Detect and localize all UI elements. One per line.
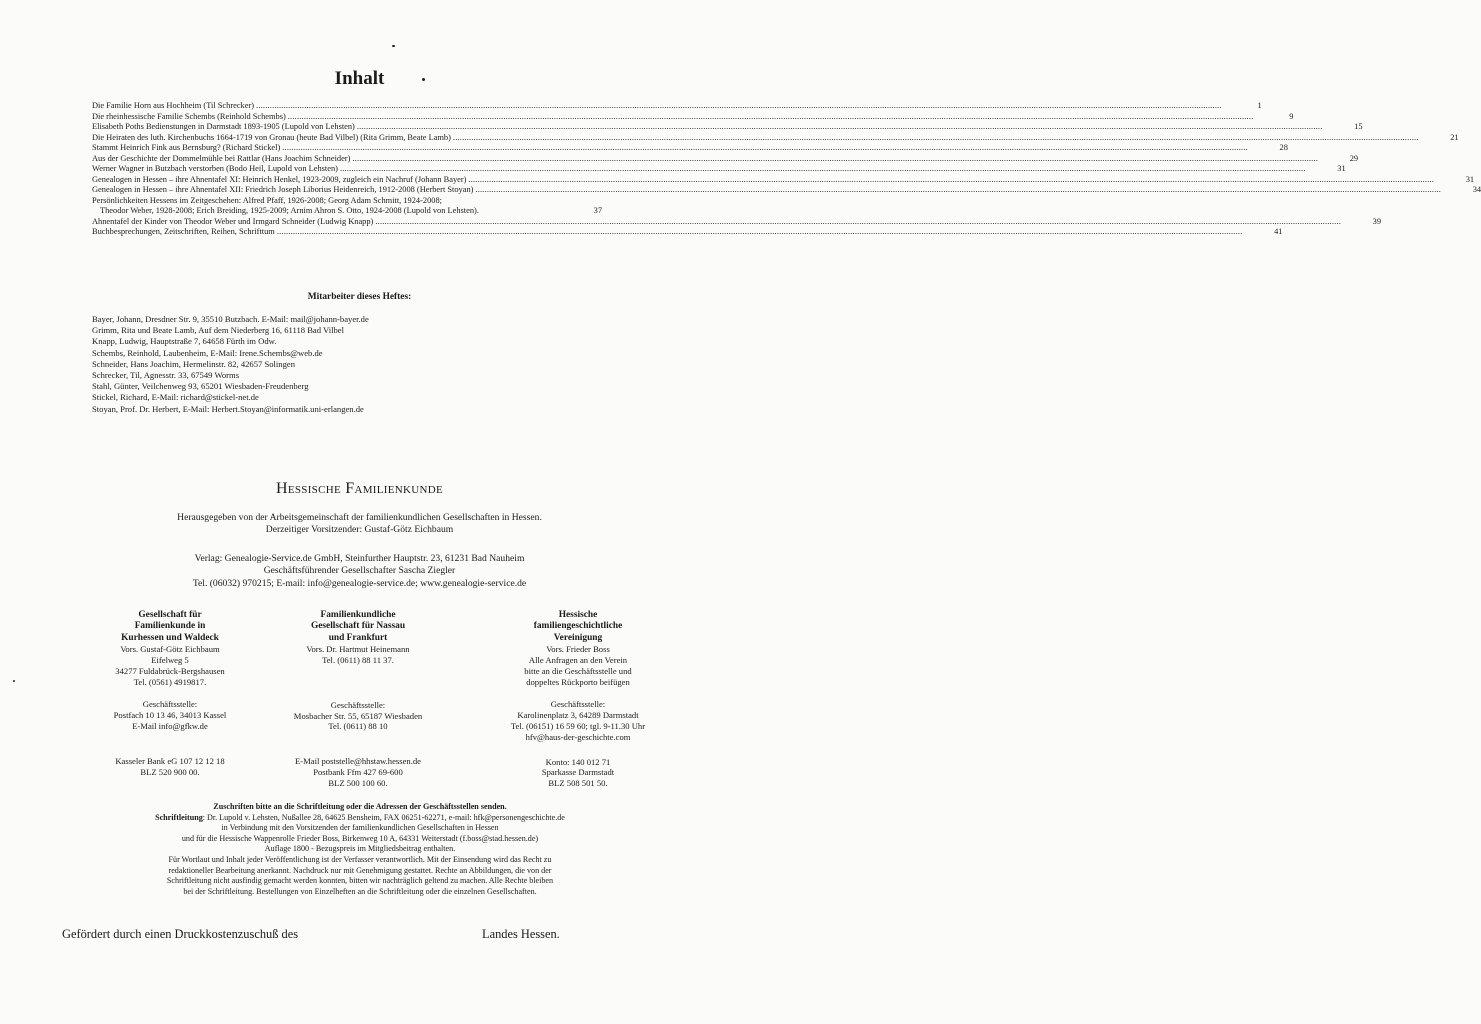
- toc-entry-continuation: Theodor Weber, 1928-2008; Erich Breiding, 1925-2009; Arnim Ahron S. Otto, 1924-2008 (Lupold von Lehsten).: [100, 206, 479, 215]
- society-name-line: Gesellschaft für Nassau: [310, 621, 406, 632]
- society-info-line: doppeltes Rückporto beifügen: [526, 676, 630, 687]
- society-info-line: bitte an die Geschäftsstelle und: [524, 665, 632, 676]
- toc-entry-title: Persönlichkeiten Hessens im Zeitgeschehen: Alfred Pfaff, 1926-2008; Georg Adam Schmitt, 1924-2008;: [92, 195, 442, 205]
- society-office-line: hfv@haus-der-geschichte.com: [525, 731, 631, 742]
- toc-leader-dots: [340, 164, 1306, 174]
- scan-speck: [13, 680, 15, 682]
- editorial-line: in Verbindung mit den Vorsitzenden der familienkundlichen Gesellschaften in Hessen: [221, 823, 499, 833]
- toc-entry: [92, 174, 1475, 186]
- society-bank-line: E-Mail poststelle@hhstaw.hessen.de: [295, 756, 421, 767]
- editorial-line: redaktioneller Bearbeitung anerkannt. Nachdruck nur mit Genehmigung gestattet. Rechte an Abbildungen, die von der: [168, 865, 552, 875]
- toc-entry: [92, 122, 1363, 133]
- toc-entry-page: 31: [1465, 174, 1475, 184]
- spacer: [468, 687, 688, 699]
- manager-line: Geschäftsführender Gesellschafter Sascha Ziegler: [263, 565, 456, 577]
- society-bank-line: Sparkasse Darmstadt: [541, 767, 615, 778]
- society-info-line: Eifelweg 5: [151, 655, 189, 666]
- society-bank-line: Postbank Ffm 427 69-600: [313, 767, 403, 777]
- funding-note: Gefördert durch einen Druckkostenzuschuß des: [62, 927, 299, 941]
- contributors-title: Mitarbeiter dieses Heftes:: [307, 292, 412, 302]
- society-info-line: Tel. (0561) 4919817.: [133, 676, 207, 687]
- society-name-line: Kurhessen und Waldeck: [121, 632, 219, 643]
- toc-entry-continuation-row: [92, 206, 602, 217]
- society-office-line: Tel. (0611) 88 10: [328, 721, 388, 732]
- society-name-line: Vereinigung: [553, 632, 603, 643]
- toc-leader-dots: [288, 112, 1254, 122]
- society-name-line: Familienkundliche: [320, 610, 396, 620]
- society-bank-line: Kasseler Bank eG 107 12 12 18: [115, 755, 225, 766]
- society-office-line: Tel. (06151) 16 59 60; tgl. 9-11.30 Uhr: [510, 721, 646, 731]
- toc-entry-title: Elisabeth Poths Bedienstungen in Darmstadt 1893-1905 (Lupold von Lehsten): [92, 122, 355, 131]
- toc-leader-dots: [375, 217, 1341, 227]
- editorial-heading: Zuschriften bitte an die Schriftleitung oder die Adressen der Geschäftsstellen senden.: [213, 802, 507, 811]
- toc-entry-page: 31: [1337, 164, 1346, 173]
- toc-leader-dots: [352, 154, 1318, 164]
- society-bank-line: Konto: 140 012 71: [545, 756, 611, 767]
- editorial-lines: [100, 823, 620, 897]
- chair-line: Derzeitiger Vorsitzender: Gustaf-Götz Eichbaum: [265, 524, 454, 535]
- scan-speck: [392, 45, 395, 47]
- society-name-line: familiengeschichtliche: [533, 621, 623, 632]
- contributor-entry: Stickel, Richard, E-Mail: richard@stickel-net.de: [92, 392, 259, 403]
- toc-entry: [92, 164, 1346, 175]
- society-office-line: Mosbacher Str. 55, 65187 Wiesbaden: [293, 710, 423, 721]
- toc-entry: [92, 143, 1288, 154]
- contributor-entry: Knapp, Ludwig, Hauptstraße 7, 64658 Fürth im Odw.: [92, 336, 277, 347]
- issuer-line: Herausgegeben von der Arbeitsgemeinschaft der familienkundlichen Gesellschaften in Hessen.: [177, 512, 542, 523]
- contributor-entry: Schrecker, Til, Agnesstr. 33, 67549 Worms: [92, 370, 240, 381]
- toc-entry-title: Aus der Geschichte der Dommelmühle bei Rattlar (Hans Joachim Schneider): [92, 153, 351, 163]
- contributors-list: [92, 314, 512, 415]
- editorial-line: bei der Schriftleitung. Bestellungen von Einzelheften an die Schriftleitung oder die einzelnen Gesellschaften.: [183, 886, 537, 896]
- editorial-line: Für Wortlaut und Inhalt jeder Veröffentlichung ist der Verfasser verantwortlich. Mit der Einsendung wird das Recht zu: [168, 854, 552, 864]
- toc-entry: [92, 185, 1481, 196]
- toc-entry-title: Buchbesprechungen, Zeitschriften, Reihen, Schrifttum: [92, 227, 275, 236]
- society-bank-line: BLZ 500 100 60.: [328, 777, 388, 788]
- society-office-line: Geschäftsstelle:: [142, 699, 198, 710]
- toc-entry-page: 39: [1372, 216, 1382, 226]
- toc-entry-page: 41: [1274, 227, 1283, 236]
- journal-title: [0, 480, 719, 498]
- society-office-line: Geschäftsstelle:: [550, 699, 606, 710]
- toc-entry: [92, 101, 1262, 112]
- society-name-line: Gesellschaft für: [138, 610, 202, 620]
- spacer: [248, 666, 468, 700]
- toc-entry-page: 21: [1450, 132, 1459, 142]
- toc-entry-title: Die rheinhessische Familie Schembs (Reinhold Schembs): [92, 111, 286, 121]
- society-info-line: Vors. Frieder Boss: [546, 644, 610, 655]
- contributor-entry: Grimm, Rita und Beate Lamb, Auf dem Niederberg 16, 61118 Bad Vilbel: [92, 325, 344, 336]
- spacer: [468, 743, 688, 757]
- toc-entry: [92, 132, 1459, 144]
- editorial-line: und für die Hessische Wappenrolle Frieder Boss, Birkenweg 10 A, 64331 Weiterstadt (f.boss@stad.hessen.de): [181, 833, 539, 843]
- society-column-kurhessen: [60, 610, 280, 777]
- society-info-line: Alle Anfragen an den Verein: [528, 655, 628, 666]
- toc-entry-page: 1: [1257, 101, 1262, 110]
- spacer: [60, 687, 280, 699]
- society-info-line: Vors. Dr. Hartmut Heinemann: [306, 644, 410, 655]
- toc-leader-dots: [277, 227, 1243, 237]
- society-column-nassau: [248, 610, 468, 789]
- society-office-line: E-Mail info@gfkw.de: [132, 721, 208, 731]
- editorial-label: Schriftleitung: [155, 812, 203, 822]
- editorial-block: [100, 802, 620, 897]
- society-bank-line: BLZ 508 501 50.: [548, 778, 608, 789]
- toc-entry-title: Werner Wagner in Butzbach verstorben (Bodo Heil, Lupold von Lehsten): [92, 164, 338, 173]
- toc-entry-title: Die Familie Horn aus Hochheim (Til Schrecker): [92, 101, 255, 110]
- toc-entry-title: Ahnentafel der Kinder von Theodor Weber und Irmgard Schneider (Ludwig Knapp): [92, 216, 374, 226]
- toc-leader-dots: [256, 101, 1222, 111]
- editorial-lead-line: [100, 813, 620, 824]
- contributor-entry: Bayer, Johann, Dresdner Str. 9, 35510 Butzbach. E-Mail: mail@johann-bayer.de: [92, 314, 369, 324]
- spacer: [60, 732, 280, 756]
- contributor-entry: Stahl, Günter, Veilchenweg 93, 65201 Wiesbaden-Freudenberg: [92, 381, 309, 392]
- editorial-lead: : Dr. Lupold v. Lehsten, Nußallee 28, 64625 Bensheim, FAX 06251-62271, e-mail: hfk@personengeschichte.de: [202, 812, 565, 822]
- toc-entry: [92, 111, 1294, 123]
- toc-entry-title: Stammt Heinrich Fink aus Bernsburg? (Richard Stickel): [92, 143, 281, 152]
- toc-entry: [92, 196, 602, 207]
- society-bank-line: BLZ 520 900 00.: [140, 766, 200, 777]
- society-office-line: Geschäftsstelle:: [330, 699, 386, 710]
- toc-entry-page: 28: [1279, 143, 1288, 152]
- toc-entry-page: 37: [593, 206, 602, 215]
- toc-title: Inhalt: [334, 68, 385, 89]
- toc-leader-dots: [468, 175, 1434, 185]
- society-name-line: Familienkunde in: [134, 621, 206, 632]
- toc-entry: [92, 153, 1359, 165]
- toc-leader-dots: [453, 133, 1419, 143]
- toc-entry-title: Genealogen in Hessen – ihre Ahnentafel XI: Heinrich Henkel, 1923-2009, zugleich ein Nachruf (Johann Bayer): [92, 174, 467, 184]
- toc-entry-title: Genealogen in Hessen – ihre Ahnentafel XII: Friedrich Joseph Liborius Heidenreich, 1912-2008 (Herbert Stoyan): [92, 185, 474, 194]
- society-column-hessische: [468, 610, 688, 789]
- society-office-line: Karolinenplatz 3, 64289 Darmstadt: [517, 710, 639, 721]
- society-office-line: Postfach 10 13 46, 34013 Kassel: [113, 710, 227, 721]
- society-info-line: Vors. Gustaf-Götz Eichbaum: [120, 644, 220, 655]
- journal-title-text: Hessische Familienkunde: [275, 480, 444, 497]
- editorial-line: Auflage 1800 - Bezugspreis im Mitgliedsbeitrag enthalten.: [264, 844, 456, 854]
- contributor-entry: Schembs, Reinhold, Laubenheim, E-Mail: Irene.Schembs@web.de: [92, 347, 323, 358]
- publisher-line: Verlag: Genealogie-Service.de GmbH, Steinfurther Hauptstr. 23, 61231 Bad Nauheim: [194, 553, 525, 564]
- funding-state: Landes Hessen.: [482, 927, 560, 941]
- publisher-block: [0, 553, 719, 590]
- editorial-line: Schriftleitung nicht ausfindig gemacht werden konnten, bitten wir nachträglich geltend zu machen. Alle Rechte bleiben: [166, 876, 554, 886]
- toc-leader-dots: [282, 143, 1248, 153]
- toc-leader-dots: [475, 185, 1441, 195]
- society-info-line: 34277 Fuldabrück-Bergshausen: [115, 665, 225, 676]
- society-info-line: Tel. (0611) 88 11 37.: [322, 655, 394, 666]
- society-name-line: Hessische: [558, 610, 598, 620]
- toc-leader-dots: [357, 122, 1323, 132]
- toc-entry-page: 9: [1289, 111, 1294, 121]
- contact-line: Tel. (06032) 970215; E-mail: info@genealogie-service.de; www.genealogie-service.de: [192, 577, 527, 589]
- society-name-line: und Frankfurt: [328, 632, 388, 643]
- spacer: [248, 732, 468, 756]
- contributor-entry: Schneider, Hans Joachim, Hermelinstr. 82, 42657 Solingen: [92, 358, 296, 369]
- toc-entry-page: 15: [1354, 122, 1363, 131]
- contributor-entry: Stoyan, Prof. Dr. Herbert, E-Mail: Herbert.Stoyan@informatik.uni-erlangen.de: [92, 403, 364, 414]
- toc-entry-page: 29: [1349, 153, 1359, 163]
- toc-entry: [92, 216, 1382, 228]
- toc-entry: [92, 227, 1283, 238]
- toc-entry-page: 34: [1472, 185, 1481, 194]
- table-of-contents: [92, 101, 1481, 238]
- toc-entry-title: Die Heiraten des luth. Kirchenbuchs 1664-1719 von Gronau (heute Bad Vilbel) (Rita Grimm, Beate Lamb): [92, 132, 451, 142]
